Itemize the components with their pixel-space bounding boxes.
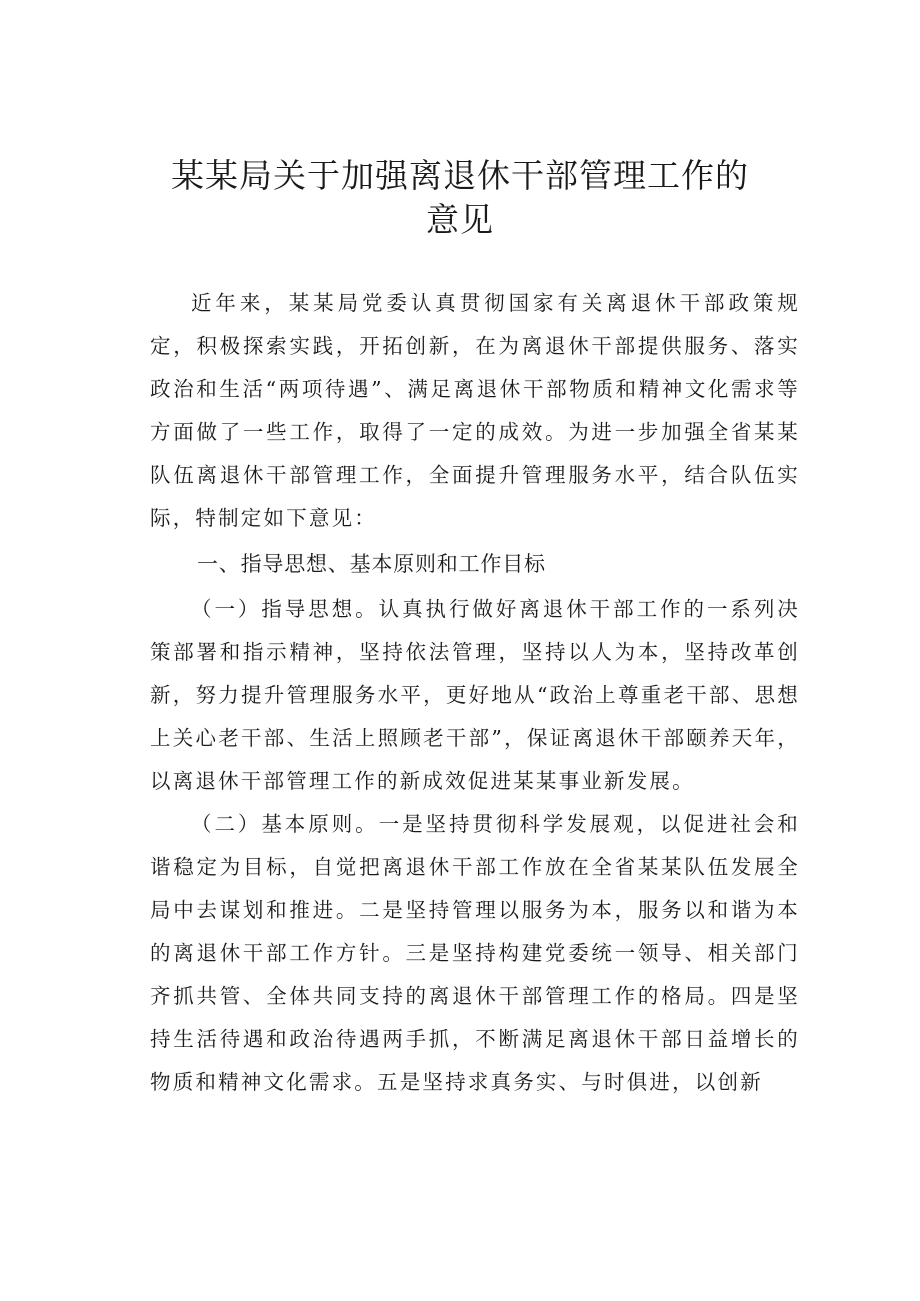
- document-title-line-1: 某某局关于加强离退休干部管理工作的: [171, 156, 749, 195]
- guiding-ideology-paragraph: （一）指导思想。认真执行做好离退休干部工作的一系列决策部署和指示精神，坚持依法管理，坚持以人为本，坚持改革创新，努力提升管理服务水平，更好地从“政治上尊重老干部、思想上关心老干部、生活上照顾老干部”，保证离退休干部颐养天年，以离退休干部管理工作的新成效促进某某事业新发展。: [150, 597, 800, 793]
- section-heading-1: 一、指导思想、基本原则和工作目标: [197, 552, 546, 576]
- document-title-line-2: 意见: [426, 200, 494, 239]
- intro-paragraph: 近年来，某某局党委认真贯彻国家有关离退休干部政策规定，积极探索实践，开拓创新，在为离退休干部提供服务、落实政治和生活“两项待遇”、满足离退休干部物质和精神文化需求等方面做了一些工作，取得了一定的成效。为进一步加强全省某某队伍离退休干部管理工作，全面提升管理服务水平，结合队伍实际，特制定如下意见：: [150, 291, 800, 530]
- document-body: [150, 282, 800, 1104]
- basic-principles-paragraph: （二）基本原则。一是坚持贯彻科学发展观，以促进社会和谐稳定为目标，自觉把离退休干部工作放在全省某某队伍发展全局中去谋划和推进。二是坚持管理以服务为本，服务以和谐为本的离退休干部工作方针。三是坚持构建党委统一领导、相关部门齐抓共管、全体共同支持的离退休干部管理工作的格局。四是坚持生活待遇和政治待遇两手抓，不断满足离退休干部日益增长的物质和精神文化需求。五是坚持求真务实、与时俱进，以创新: [150, 812, 800, 1094]
